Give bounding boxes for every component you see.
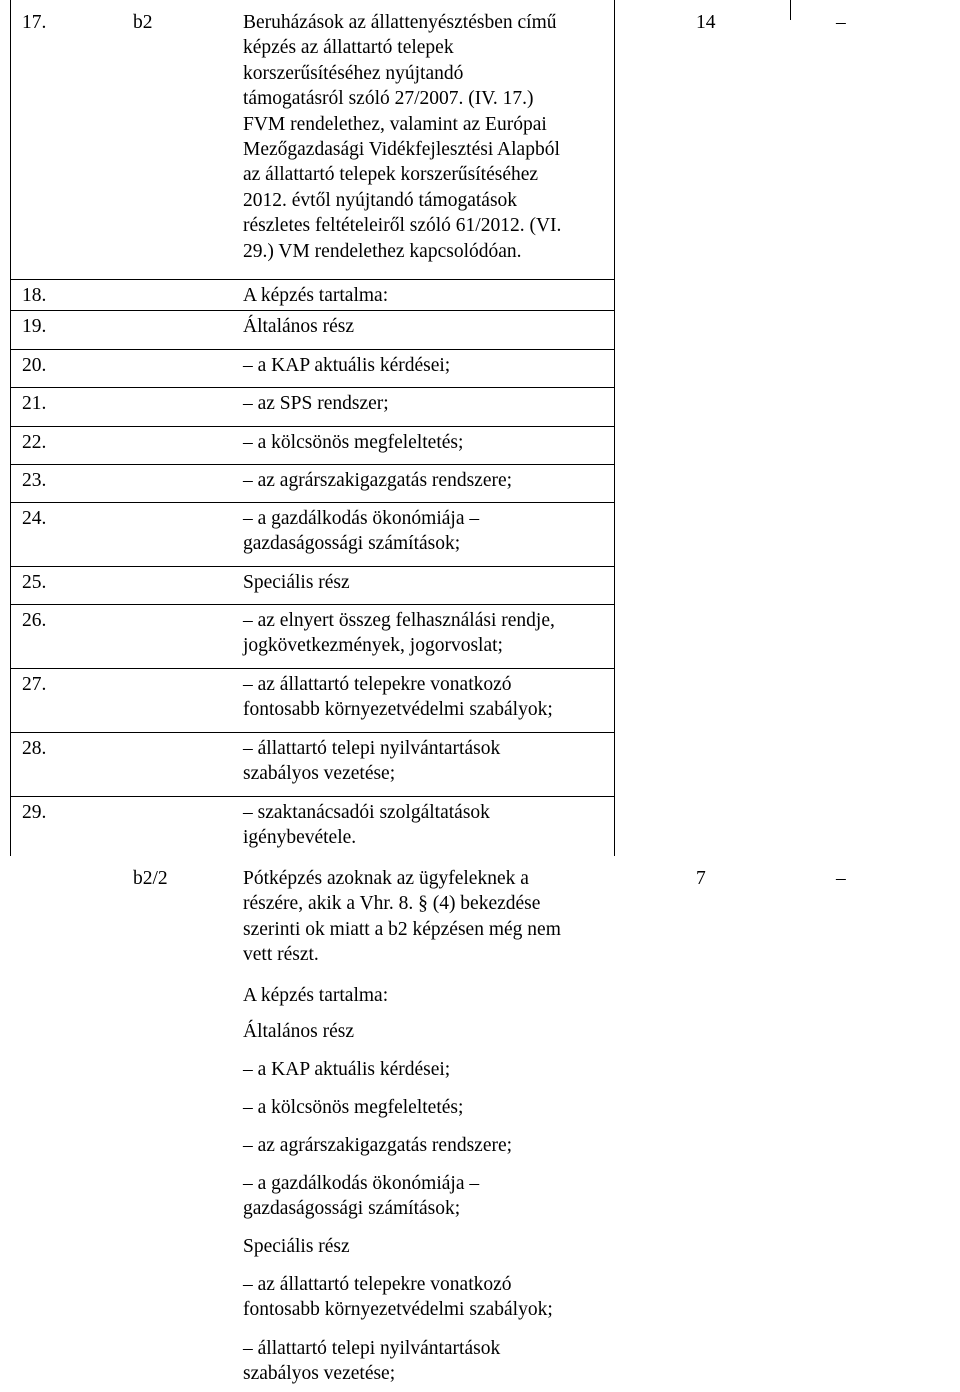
section-item-line: Speciális rész [243, 1236, 350, 1257]
section-item-line: – az agrárszakigazgatás rendszere; [243, 1135, 513, 1156]
section-text-line: Pótképzés azoknak az ügyfeleknek a [243, 868, 529, 889]
row-divider [10, 349, 614, 350]
row-text-line: gazdaságossági számítások; [243, 533, 461, 555]
section-item-line: – állattartó telepi nyilvántartások [243, 1338, 501, 1359]
row-text-line: 2012. évtől nyújtandó támogatások [243, 189, 518, 211]
row-text-line: – állattartó telepi nyilvántartások [243, 738, 501, 759]
section-item-line: – az állattartó telepekre vonatkozó [243, 1274, 512, 1295]
row-number: 20. [22, 355, 47, 376]
row-text-line: támogatásról szóló 27/2007. (IV. 17.) [243, 88, 534, 110]
row-number: 17. [22, 12, 47, 33]
row-hours: 14 [696, 12, 716, 33]
row-text-line: – a gazdálkodás ökonómiája – [243, 508, 480, 529]
row-divider [10, 426, 614, 427]
row-number: 19. [22, 316, 47, 337]
row-text-line: – az elnyert összeg felhasználási rendje, [243, 610, 555, 631]
section-dash: – [836, 868, 846, 889]
row-text-line: jogkövetkezmények, jogorvoslat; [243, 635, 503, 657]
section-text-line: szerinti ok miatt a b2 képzésen még nem [243, 918, 561, 940]
row-number: 28. [22, 738, 47, 759]
row-text-line: – a kölcsönös megfeleltetés; [243, 432, 464, 453]
row-number: 22. [22, 432, 47, 453]
column-divider-hours [790, 0, 791, 20]
row-text-line: Beruházások az állattenyésztésben című [243, 12, 557, 33]
row-text-line: FVM rendelethez, valamint az Európai [243, 113, 547, 135]
row-divider [10, 310, 614, 311]
table-border-left [10, 0, 11, 856]
section-item-line: – a kölcsönös megfeleltetés; [243, 1097, 464, 1118]
row-text-line: – a KAP aktuális kérdései; [243, 355, 451, 376]
row-divider [10, 279, 614, 280]
row-code: b2 [133, 12, 153, 33]
row-text-line: szabályos vezetése; [243, 763, 396, 785]
row-number: 23. [22, 470, 47, 491]
row-text-line: képzés az állattartó telepek [243, 37, 454, 59]
section-item-line: – a KAP aktuális kérdései; [243, 1059, 451, 1080]
row-divider [10, 502, 614, 503]
row-divider [10, 732, 614, 733]
row-text-line: – szaktanácsadói szolgáltatások [243, 802, 490, 823]
row-text-line: részletes feltételeiről szóló 61/2012. (VI. [243, 215, 562, 237]
row-number: 21. [22, 393, 47, 414]
row-number: 29. [22, 802, 47, 823]
row-divider [10, 796, 614, 797]
section-item-line: Általános rész [243, 1021, 355, 1042]
section-item-line: – a gazdálkodás ökonómiája – [243, 1173, 480, 1194]
section-text-line: vett részt. [243, 944, 319, 966]
row-number: 26. [22, 610, 47, 631]
row-text-line: 29.) VM rendelethez kapcsolódóan. [243, 240, 522, 262]
row-text-line: A képzés tartalma: [243, 285, 389, 306]
row-number: 24. [22, 508, 47, 529]
row-text-line: – az állattartó telepekre vonatkozó [243, 674, 512, 695]
section-item-line: gazdaságossági számítások; [243, 1198, 461, 1220]
row-text-line: az állattartó telepek korszerűsítéséhez [243, 164, 539, 186]
row-divider [10, 464, 614, 465]
column-divider-text [614, 0, 615, 856]
row-number: 18. [22, 285, 47, 306]
section-hours: 7 [696, 868, 706, 889]
section-item-line: fontosabb környezetvédelmi szabályok; [243, 1299, 553, 1321]
section-code: b2/2 [133, 868, 168, 889]
row-text-line: – az SPS rendszer; [243, 393, 389, 414]
row-text-line: igénybevétele. [243, 827, 357, 849]
row-dash: – [836, 12, 846, 33]
row-text-line: korszerűsítéséhez nyújtandó [243, 62, 464, 84]
section-text-line: részére, akik a Vhr. 8. § (4) bekezdése [243, 893, 541, 915]
row-divider [10, 566, 614, 567]
row-number: 27. [22, 674, 47, 695]
row-divider [10, 604, 614, 605]
row-text-line: Általános rész [243, 316, 355, 337]
row-text-line: Speciális rész [243, 572, 350, 593]
row-number: 25. [22, 572, 47, 593]
row-divider [10, 387, 614, 388]
section-item-line: A képzés tartalma: [243, 985, 389, 1006]
row-text-line: fontosabb környezetvédelmi szabályok; [243, 699, 553, 721]
section-item-line: szabályos vezetése; [243, 1363, 396, 1385]
row-divider [10, 668, 614, 669]
row-text-line: – az agrárszakigazgatás rendszere; [243, 470, 513, 491]
row-text-line: Mezőgazdasági Vidékfejlesztési Alapból [243, 139, 560, 160]
